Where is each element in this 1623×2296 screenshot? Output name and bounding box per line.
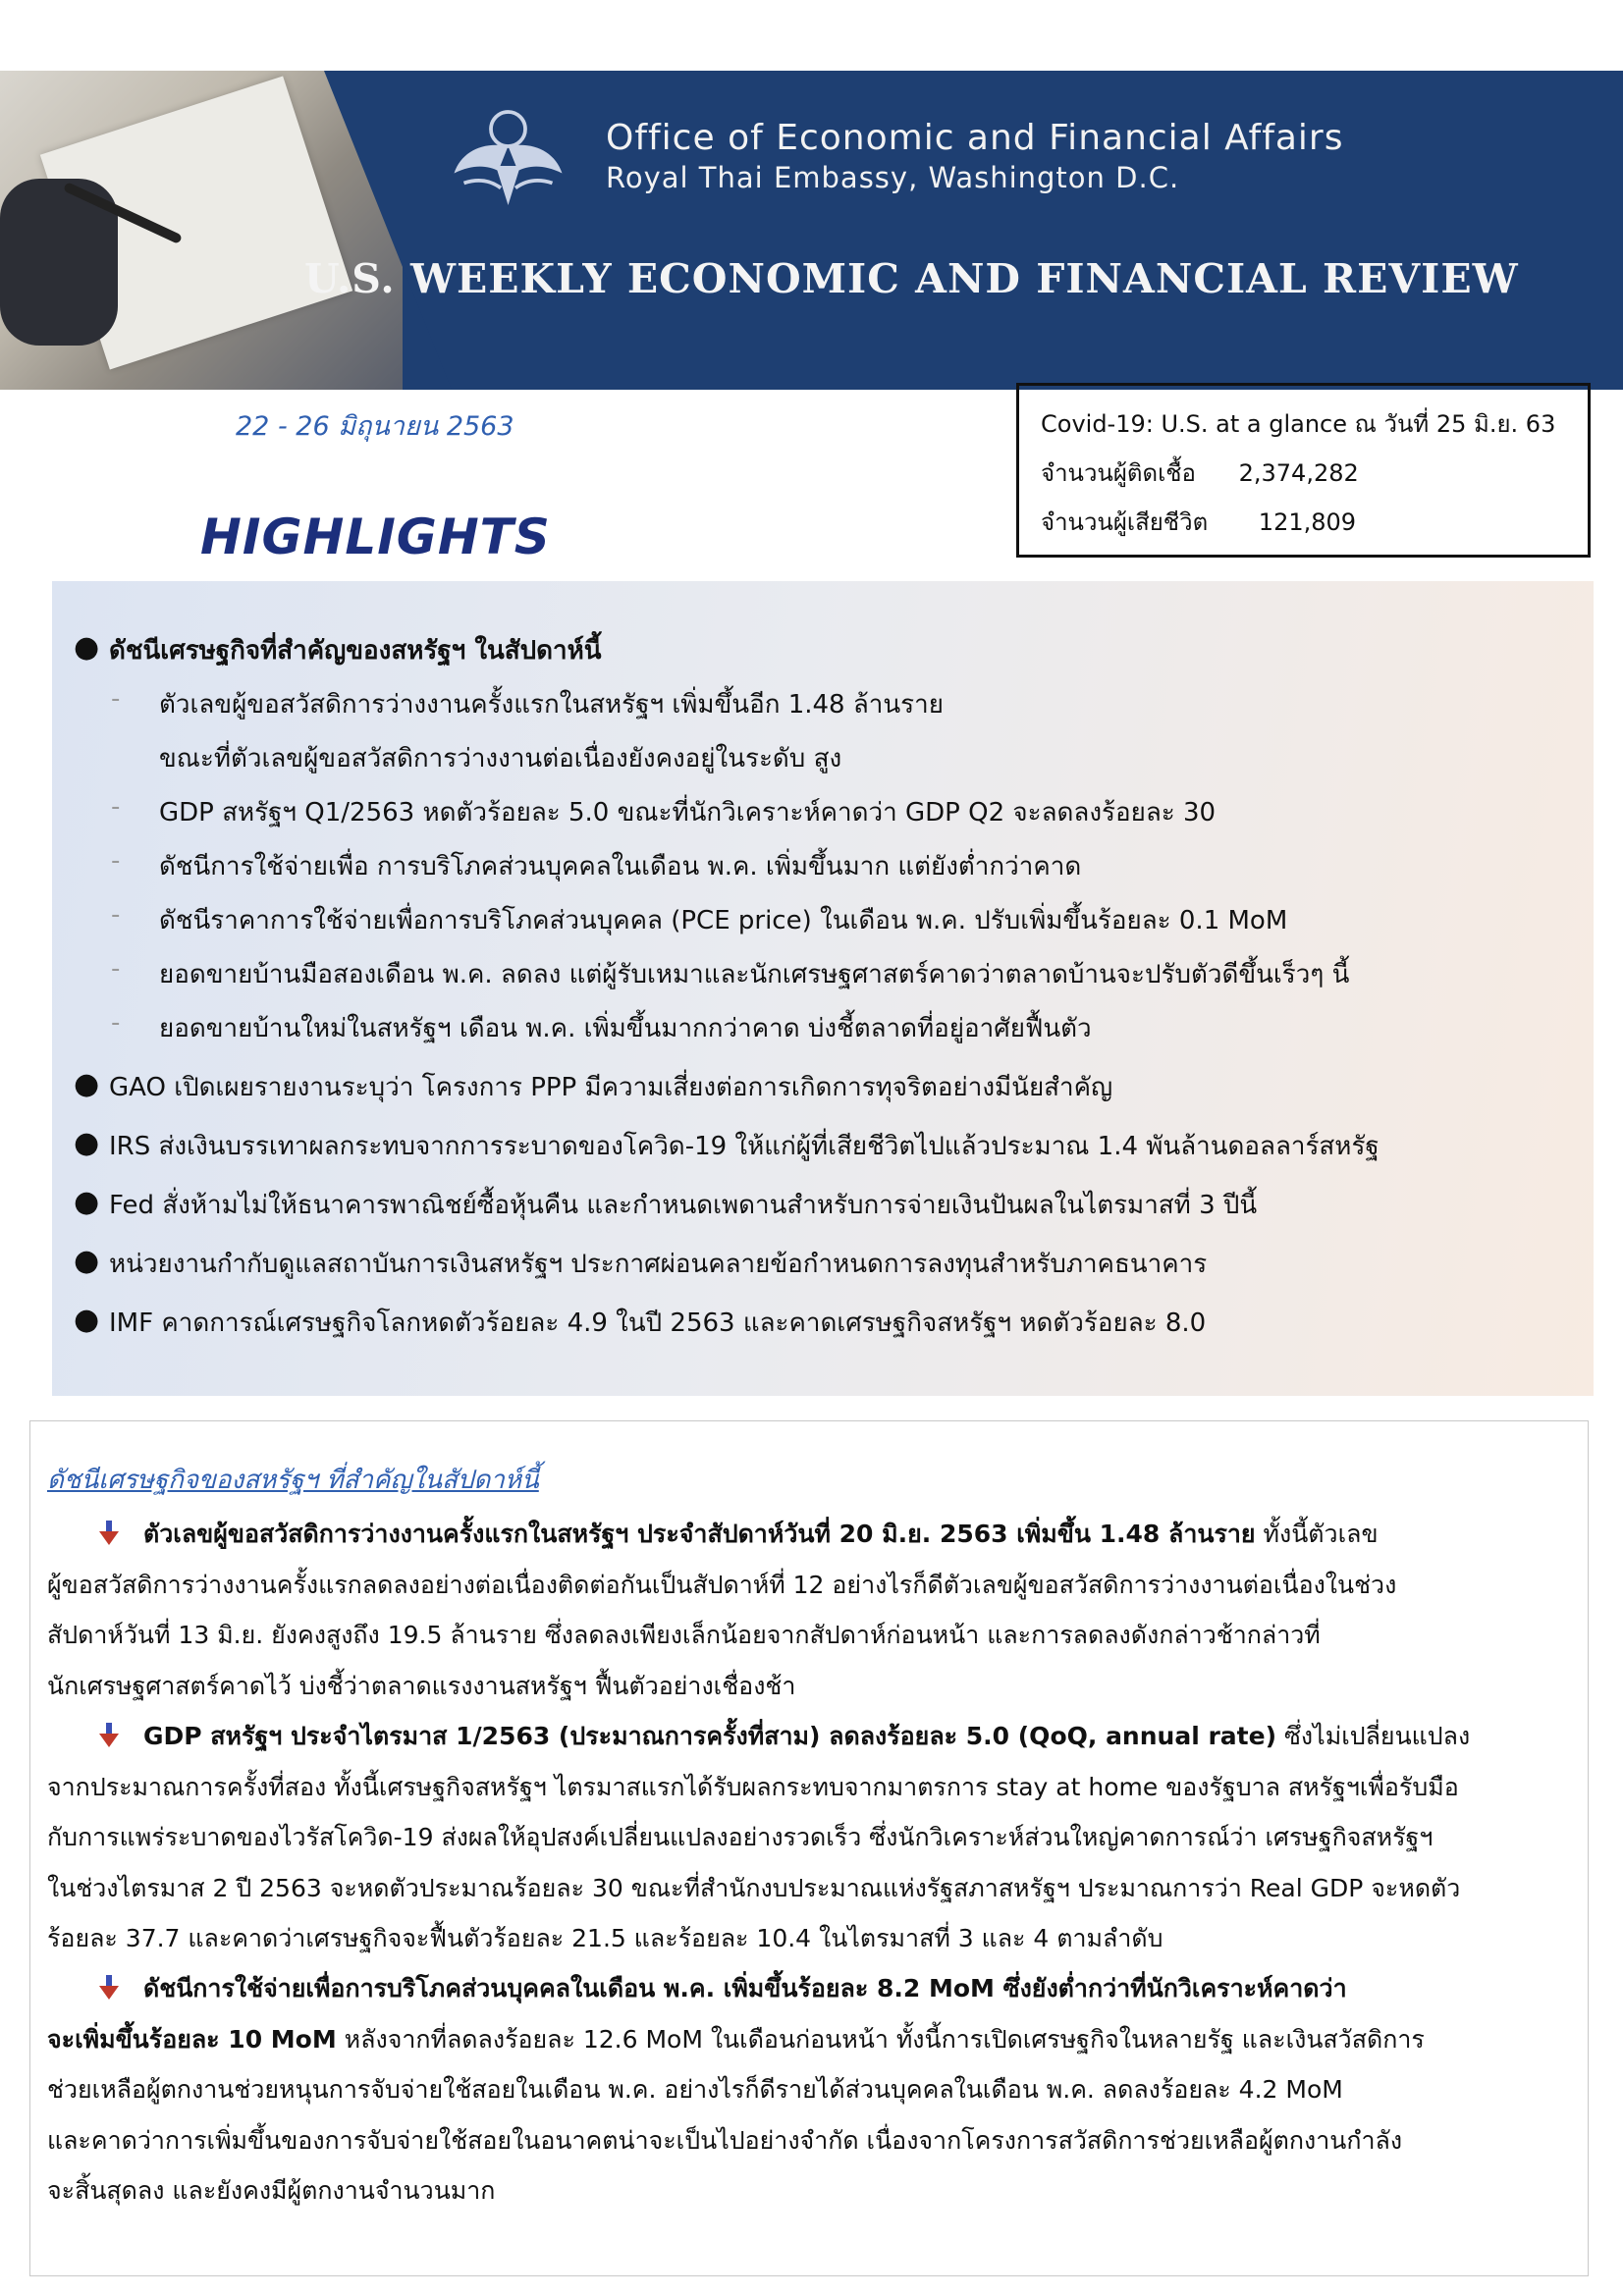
dash-icon: - xyxy=(111,1008,121,1038)
bullet-icon: ● xyxy=(74,1244,100,1278)
bullet-icon: ● xyxy=(74,1067,100,1101)
highlights-title: HIGHLIGHTS xyxy=(200,508,551,565)
dash-icon: - xyxy=(111,900,121,930)
date-range: 22 - 26 มิถุนายน 2563 xyxy=(236,411,514,442)
office-name: Office of Economic and Financial Affairs xyxy=(606,118,1344,158)
down-arrow-icon xyxy=(98,1723,120,1748)
header-banner xyxy=(0,71,1623,390)
highlights-box: ● ดัชนีเศรษฐกิจที่สำคัญของสหรัฐฯ ในสัปดาห์นี้ - ตัวเลขผู้ขอสวัสดิการว่างงานครั้งแรกในสหรัฐฯ เพิ่มขึ้นอีก 1.48 ล้านราย ขณะที่ตัวเลขผู้ขอสวัสดิการว่างงานต่อเนื่องยังคงอยู่ในระดับ สูง - GDP สหรัฐฯ Q1/2563 หดตัวร้อยละ 5.0 ขณะที่นักวิเคราะห์คาดว่า GDP Q2 จะลดลงร้อยละ 30 - ดัชนีการใช้จ่ายเพื่อ การบริโภคส่วนบุคคลในเดือน พ.ค. เพิ่มขึ้นมาก แต่ยังต่ำกว่าคาด - ดัชนีราคาการใช้จ่ายเพื่อการบริโภคส่วนบุคคล (PCE price) ในเดือน พ.ค. ปรับเพิ่มขึ้นร้อยละ 0.1 MoM - ยอดขายบ้านมือสองเดือน พ.ค. ลดลง แต่ผู้รับเหมาและนักเศรษฐศาสตร์คาดว่าตลาดบ้านจะปรับตัวดีขึ้นเร็วๆ นี้ - ยอดขายบ้านใหม่ในสหรัฐฯ เดือน พ.ค. เพิ่มขึ้นมากกว่าคาด บ่งชี้ตลาดที่อยู่อาศัยฟื้นตัว ● GAO เปิดเผยรายงานระบุว่า โครงการ PPP มีความเสี่ยงต่อการเกิดการทุจริตอย่างมีนัยสำคัญ ● IRS ส่งเงินบรรเทาผลกระทบจากการระบาดของโควิด-19 ให้แก่ผู้ที่เสียชีวิตไปแล้วประมาณ 1.4 พันล้านดอลลาร์สหรัฐ ● Fed สั่งห้ามไม่ให้ธนาคารพาณิชย์ซื้อหุ้นคืน และกำหนดเพดานสำหรับการจ่ายเงินปันผลในไตรมาสที่ 3 ปีนี้ ● หน่วยงานกำกับดูแลสถาบันการเงินสหรัฐฯ ประกาศผ่อนคลายข้อกำหนดการลงทุนสำหรับภาคธนาคาร ● IMF คาดการณ์เศรษฐกิจโลกหดตัวร้อยละ 4.9 ในปี 2563 และคาดเศรษฐกิจสหรัฐฯ หดตัวร้อยละ 8.0 xyxy=(52,581,1594,1396)
covid-glance-box xyxy=(1016,383,1591,558)
garuda-emblem-icon xyxy=(447,92,569,215)
banner-divider xyxy=(324,71,452,390)
covid-title: Covid-19: U.S. at a glance ณ วันที่ 25 มิ.ย. 63 xyxy=(1041,410,1556,438)
covid-deaths-row xyxy=(1041,498,1566,547)
down-arrow-icon xyxy=(98,1521,120,1546)
dash-icon: - xyxy=(111,684,121,714)
review-title: U.S. WEEKLY ECONOMIC AND FINANCIAL REVIEW xyxy=(304,255,1519,302)
bullet-icon: ● xyxy=(74,1126,100,1160)
bullet-icon: ● xyxy=(74,1303,100,1337)
dash-icon: - xyxy=(111,792,121,822)
infected-label: จำนวนผู้ติดเชื้อ xyxy=(1041,459,1196,487)
section-title: ดัชนีเศรษฐกิจของสหรัฐฯ ที่สำคัญในสัปดาห์นี้ xyxy=(47,1466,539,1495)
bullet-icon: ● xyxy=(74,1185,100,1219)
bullet-icon: ● xyxy=(74,630,100,665)
paragraph-jobless-claims: ตัวเลขผู้ขอสวัสดิการว่างงานครั้งแรกในสหรัฐฯ ประจำสัปดาห์วันที่ 20 มิ.ย. 2563 เพิ่มขึ้น 1.48 ล้านราย ทั้งนี้ตัวเลข ผู้ขอสวัสดิการว่างงานครั้งแรกลดลงอย่างต่อเนื่องติดต่อกันเป็นสัปดาห์ที่ 12 อย่างไรก็ดีตัวเลขผู้ขอสวัสดิการว่างงานต่อเนื่องในช่วง สัปดาห์วันที่ 13 มิ.ย. ยังคงสูงถึง 19.5 ล้านราย ซึ่งลดลงเพียงเล็กน้อยจากสัปดาห์ก่อนหน้า และการลดลงดังกล่าวช้ากล่าวที่ นักเศรษฐศาสตร์คาดไว้ บ่งชี้ว่าตลาดแรงงานสหรัฐฯ ฟื้นตัวอย่างเชื่องช้า xyxy=(47,1520,1397,1700)
infected-value: 2,374,282 xyxy=(1238,459,1359,487)
dash-icon: - xyxy=(111,846,121,876)
down-arrow-icon xyxy=(98,1975,120,2001)
paragraph-personal-spending: ดัชนีการใช้จ่ายเพื่อการบริโภคส่วนบุคคลในเดือน พ.ค. เพิ่มขึ้นร้อยละ 8.2 MoM ซึ่งยังต่ำกว่าที่นักวิเคราะห์คาดว่า จะเพิ่มขึ้นร้อยละ 10 MoM หลังจากที่ลดลงร้อยละ 12.6 MoM ในเดือนก่อนหน้า ทั้งนี้การเปิดเศรษฐกิจในหลายรัฐ และเงินสวัสดิการ ช่วยเหลือผู้ตกงานช่วยหนุนการจับจ่ายใช้สอยในเดือน พ.ค. อย่างไรก็ดีรายได้ส่วนบุคคลในเดือน พ.ค. ลดลงร้อยละ 4.2 MoM และคาดว่าการเพิ่มขึ้นของการจับจ่ายใช้สอยในอนาคตน่าจะเป็นไปอย่างจำกัด เนื่องจากโครงการสวัสดิการช่วยเหลือผู้ตกงานกำลัง จะสิ้นสุดลง และยังคงมีผู้ตกงานจำนวนมาก xyxy=(47,1974,1425,2205)
deaths-label: จำนวนผู้เสียชีวิต xyxy=(1041,508,1209,536)
covid-infected-row xyxy=(1041,449,1566,498)
deaths-value: 121,809 xyxy=(1258,508,1357,536)
paragraph-gdp: GDP สหรัฐฯ ประจำไตรมาส 1/2563 (ประมาณการครั้งที่สาม) ลดลงร้อยละ 5.0 (QoQ, annual rate) ซึ่งไม่เปลี่ยนแปลง จากประมาณการครั้งที่สอง ทั้งนี้เศรษฐกิจสหรัฐฯ ไตรมาสแรกได้รับผลกระทบจากมาตรการ stay at home ของรัฐบาล สหรัฐฯเพื่อรับมือ กับการแพร่ระบาดของไวรัสโควิด-19 ส่งผลให้อุปสงค์เปลี่ยนแปลงอย่างรวดเร็ว ซึ่งนักวิเคราะห์ส่วนใหญ่คาดการณ์ว่า เศรษฐกิจสหรัฐฯ ในช่วงไตรมาส 2 ปี 2563 จะหดตัวประมาณร้อยละ 30 ขณะที่สำนักงบประมาณแห่งรัฐสภาสหรัฐฯ ประมาณการว่า Real GDP จะหดตัว ร้อยละ 37.7 และคาดว่าเศรษฐกิจจะฟื้นตัวร้อยละ 21.5 และร้อยละ 10.4 ในไตรมาสที่ 3 และ 4 ตามลำดับ xyxy=(47,1722,1471,1952)
embassy-name: Royal Thai Embassy, Washington D.C. xyxy=(606,161,1180,194)
dash-icon: - xyxy=(111,954,121,984)
